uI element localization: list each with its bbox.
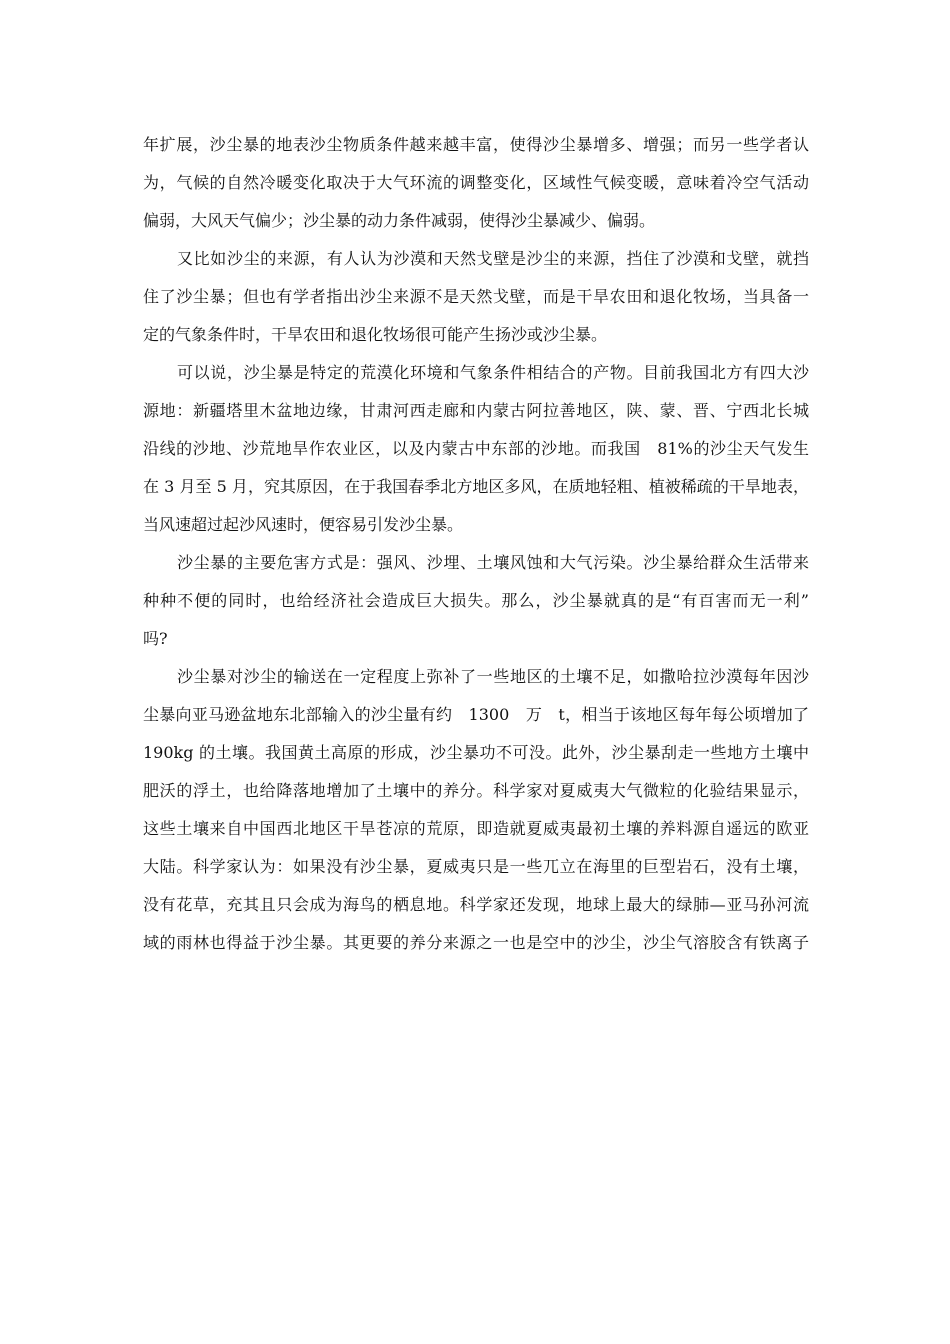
text-line: 源地：新疆塔里木盆地边缘，甘肃河西走廊和内蒙古阿拉善地区，陕、蒙、晋、宁西北长城 bbox=[143, 401, 809, 420]
text-line: 这些土壤来自中国西北地区干旱苍凉的荒原，即造就夏威夷最初土壤的养料源自遥远的欧亚 bbox=[143, 819, 809, 838]
text-line: 尘暴向亚马逊盆地东北部输入的沙尘量有约 1300 万 t，相当于该地区每年每公顷增加了 bbox=[143, 705, 809, 724]
text-line: 沿线的沙地、沙荒地旱作农业区，以及内蒙古中东部的沙地。而我国 81%的沙尘天气发生 bbox=[143, 439, 809, 458]
paragraph-benefits bbox=[143, 658, 809, 962]
paragraph-dust-source bbox=[143, 240, 809, 354]
text-line: 肥沃的浮土，也给降落地增加了土壤中的养分。科学家对夏威夷大气微粒的化验结果显示， bbox=[143, 781, 809, 800]
text-line: 当风速超过起沙风速时，便容易引发沙尘暴。 bbox=[143, 515, 464, 534]
paragraph-hazards bbox=[143, 544, 809, 658]
text-line: 为，气候的自然冷暖变化取决于大气环流的调整变化，区域性气候变暖，意味着冷空气活动 bbox=[143, 173, 809, 192]
text-line: 住了沙尘暴；但也有学者指出沙尘来源不是天然戈壁，而是干旱农田和退化牧场，当具备一 bbox=[143, 287, 809, 306]
text-line: 又比如沙尘的来源，有人认为沙漠和天然戈壁是沙尘的来源，挡住了沙漠和戈壁，就挡 bbox=[177, 249, 809, 268]
paragraph-source-regions bbox=[143, 354, 809, 544]
text-line: 在 3 月至 5 月，究其原因，在于我国春季北方地区多风，在质地轻粗、植被稀疏的干旱地表， bbox=[143, 477, 809, 496]
text-line: 偏弱，大风天气偏少；沙尘暴的动力条件减弱，使得沙尘暴减少、偏弱。 bbox=[143, 211, 656, 230]
text-line: 大陆。科学家认为：如果没有沙尘暴，夏威夷只是一些兀立在海里的巨型岩石，没有土壤， bbox=[143, 857, 809, 876]
paragraph-climate-debate bbox=[143, 126, 809, 240]
text-line: 种种不便的同时，也给经济社会造成巨大损失。那么，沙尘暴就真的是“有百害而无一利” bbox=[143, 591, 809, 610]
document-body bbox=[143, 126, 809, 962]
text-line: 定的气象条件时，干旱农田和退化牧场很可能产生扬沙或沙尘暴。 bbox=[143, 325, 608, 344]
text-line: 年扩展，沙尘暴的地表沙尘物质条件越来越丰富，使得沙尘暴增多、增强；而另一些学者认 bbox=[143, 135, 809, 154]
text-line: 沙尘暴对沙尘的输送在一定程度上弥补了一些地区的土壤不足，如撒哈拉沙漠每年因沙 bbox=[177, 667, 809, 686]
text-line: 沙尘暴的主要危害方式是：强风、沙埋、土壤风蚀和大气污染。沙尘暴给群众生活带来 bbox=[177, 553, 809, 572]
text-line: 可以说，沙尘暴是特定的荒漠化环境和气象条件相结合的产物。目前我国北方有四大沙 bbox=[177, 363, 809, 382]
text-line: 190kg 的土壤。我国黄土高原的形成，沙尘暴功不可没。此外，沙尘暴刮走一些地方土壤中 bbox=[143, 743, 809, 762]
text-line: 吗? bbox=[143, 629, 168, 648]
text-line: 没有花草，充其且只会成为海鸟的栖息地。科学家还发现，地球上最大的绿肺—亚马孙河流 bbox=[143, 895, 809, 914]
text-line: 域的雨林也得益于沙尘暴。其更要的养分来源之一也是空中的沙尘，沙尘气溶胶含有铁离子 bbox=[143, 933, 809, 952]
